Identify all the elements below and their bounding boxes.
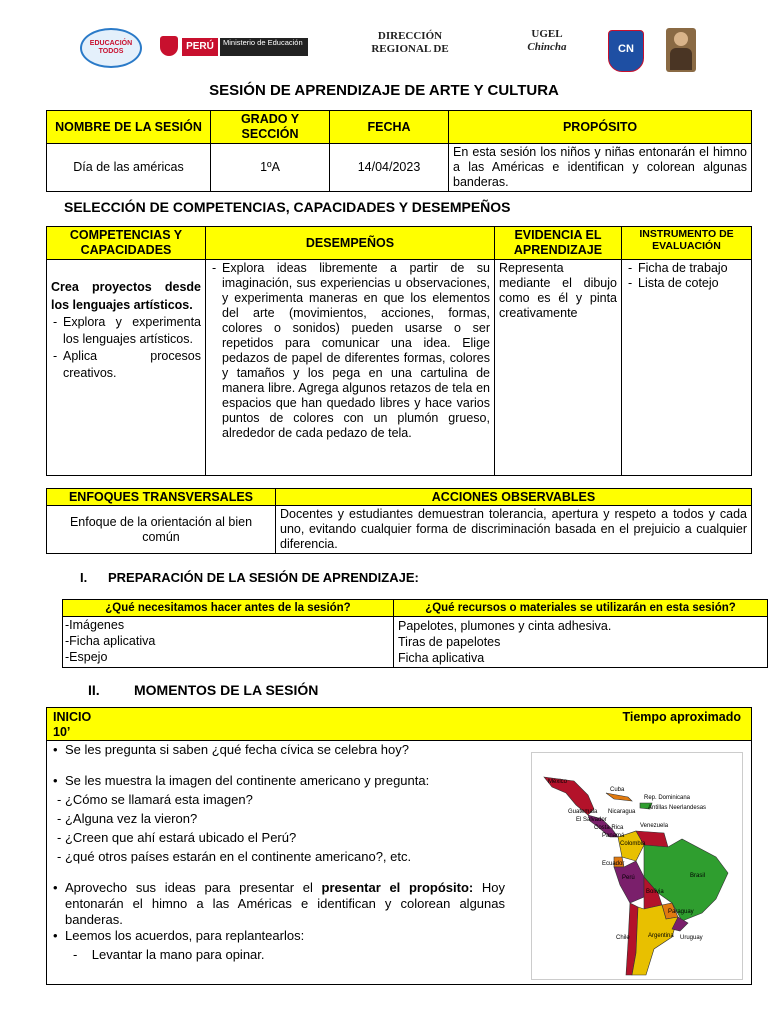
- header-grado: GRADO Y SECCIÓN: [211, 111, 330, 144]
- inicio-time: 10’: [53, 725, 71, 739]
- instrumento-cell: [622, 260, 752, 476]
- map-cuba: [606, 793, 632, 801]
- map-label: Venezuela: [640, 823, 669, 829]
- recurso-item: Papelotes, plumones y cinta adhesiva.: [398, 619, 612, 633]
- competencia-cell: [47, 260, 206, 476]
- map-label: Guatemala: [568, 809, 598, 815]
- header-recursos: ¿Qué recursos o materiales se utilizarán en esta sesión?: [394, 600, 768, 617]
- capacidad-item: - Explora y experimenta los lenguajes artísticos.: [63, 314, 201, 348]
- recurso-item: Ficha aplicativa: [398, 651, 485, 665]
- header-evidencia: EVIDENCIA EL APRENDIZAJE: [495, 227, 622, 260]
- map-label: Bolivia: [646, 889, 664, 895]
- peru-ministry-logo: [160, 36, 308, 58]
- map-label: Cuba: [610, 787, 625, 793]
- antes-item: -Ficha aplicativa: [65, 634, 156, 648]
- competencia-title: Crea proyectos desde los lenguajes artísticos.: [51, 280, 201, 312]
- session-info-table: [46, 110, 752, 192]
- header-acciones: ACCIONES OBSERVABLES: [276, 489, 752, 506]
- preparacion-number: I.: [80, 570, 88, 585]
- session-purpose: En esta sesión los niños y niñas entonarán el himno a las Américas e identifican y colorean algunas banderas.: [449, 144, 752, 192]
- shield-icon: [160, 36, 178, 56]
- desempeno-cell: [206, 260, 495, 476]
- header-nombre: NOMBRE DE LA SESIÓN: [47, 111, 211, 144]
- inicio-content: [53, 742, 506, 963]
- school-badge: [608, 30, 644, 72]
- map-label: El Salvador: [576, 817, 607, 823]
- ugel-line1: UGEL: [531, 28, 563, 40]
- inicio-bullet-1: • Se les pregunta si saben ¿qué fecha cívica se celebra hoy?: [53, 742, 503, 758]
- header-instrumento: INSTRUMENTO DE EVALUACIÓN: [622, 227, 752, 260]
- map-svg: [532, 753, 742, 979]
- inicio-bullet-4: • Leemos los acuerdos, para replantearlos:: [53, 928, 503, 944]
- map-label: Panamá: [602, 833, 625, 839]
- capacidad-item: - Aplica procesos creativos.: [63, 348, 201, 382]
- acciones-cell: Docentes y estudiantes demuestran tolerancia, apertura y respeto a todos y cada uno, evitando cualquier forma de discriminación basada en el prejuicio a cualquier diferencia.: [276, 506, 752, 554]
- school-badge-text: CN: [618, 43, 634, 55]
- enfoques-table: [46, 488, 752, 554]
- header-competencias: COMPETENCIAS Y CAPACIDADES: [47, 227, 206, 260]
- antes-item: -Espejo: [65, 650, 108, 664]
- momentos-heading: MOMENTOS DE LA SESIÓN: [134, 682, 319, 698]
- inicio-header: [47, 708, 751, 741]
- inicio-bullet-2: • Se les muestra la imagen del continente americano y pregunta:: [53, 773, 503, 789]
- direccion-regional: [360, 30, 460, 56]
- momentos-number: II.: [88, 682, 100, 698]
- evidencia-cell: Representa mediante el dibujo como es él y pinta creativamente: [495, 260, 622, 476]
- education-logo-text: EDUCACIÓN TODOS: [89, 40, 133, 55]
- question-item: - ¿Alguna vez la vieron?: [57, 811, 198, 826]
- page-title: SESIÓN DE APRENDIZAJE DE ARTE Y CULTURA: [209, 82, 559, 99]
- competencias-table: [46, 226, 752, 476]
- direccion-line1: DIRECCIÓN: [377, 30, 443, 42]
- header-proposito: PROPÓSITO: [449, 111, 752, 144]
- map-label: Uruguay: [680, 935, 703, 941]
- map-label: Argentina: [648, 933, 674, 939]
- tiempo-label: Tiempo aproximado: [622, 710, 741, 724]
- inicio-bullet-3: • Aprovecho sus ideas para presentar el presentar el propósito: Hoy entonarán el himno a las Américas e identifican y colorean algunas banderas.: [53, 880, 505, 928]
- peru-label: PERÚ: [182, 38, 218, 56]
- map-label: Rep. Dominicana: [644, 795, 691, 801]
- ugel-line2: Chincha: [527, 41, 567, 53]
- map-label: Antillas Neerlandesas: [648, 805, 707, 811]
- preparacion-heading: PREPARACIÓN DE LA SESIÓN DE APRENDIZAJE:: [108, 570, 419, 585]
- americas-map: [531, 752, 743, 980]
- header-enfoques: ENFOQUES TRANSVERSALES: [47, 489, 276, 506]
- header-fecha: FECHA: [330, 111, 449, 144]
- saint-portrait: [666, 28, 696, 72]
- direccion-line2: REGIONAL DE: [371, 43, 449, 55]
- inicio-label: INICIO: [53, 710, 92, 724]
- antes-cell: [63, 617, 394, 668]
- instrumento-item: - Ficha de trabajo: [638, 261, 747, 276]
- map-label: Brasil: [690, 873, 706, 879]
- recurso-item: Tiras de papelotes: [398, 635, 501, 649]
- recursos-cell: [394, 617, 768, 668]
- map-peru: [614, 861, 644, 903]
- question-item: - ¿Cómo se llamará esta imagen?: [57, 792, 253, 807]
- enfoque-cell: Enfoque de la orientación al bien común: [47, 506, 276, 554]
- competencias-heading: SELECCIÓN DE COMPETENCIAS, CAPACIDADES Y DESEMPEÑOS: [64, 199, 511, 215]
- antes-item: -Imágenes: [65, 618, 125, 632]
- inicio-box: [46, 707, 752, 985]
- map-label: Chile: [616, 935, 630, 941]
- map-label: Costa Rica: [594, 825, 624, 831]
- header-desempenos: DESEMPEÑOS: [206, 227, 495, 260]
- map-label: México: [548, 779, 568, 785]
- session-grade: 1ºA: [211, 144, 330, 192]
- header-antes: ¿Qué necesitamos hacer antes de la sesión?: [63, 600, 394, 617]
- acuerdo-item: - Levantar la mano para opinar.: [73, 947, 265, 962]
- session-name: Día de las américas: [47, 144, 211, 192]
- header: [0, 20, 768, 70]
- map-label: Ecuador: [602, 861, 625, 867]
- education-logo: [80, 28, 142, 68]
- preparacion-table: [62, 599, 768, 668]
- desempeno-text: - Explora ideas libremente a partir de su imaginación, sus experiencias u observaciones, y experimenta maneras en que los elementos del arte (movimientos, acciones, formas, colores o sonidos) pueden usarse o ser repetidos para comunicar una idea. Elige pedazos de papel de diferentes formas, colores y tamaños y los pega en una cartulina de manera libre. Agrega algunos retazos de tela en espacios que han quedado libres y hace varios puntos de colores con un plumón grueso, alrededor de cada pedazo de tela.: [222, 261, 490, 441]
- map-label: Nicaragua: [608, 809, 636, 815]
- proposito-emphasis: presentar el propósito:: [321, 880, 474, 895]
- map-label: Perú: [622, 875, 635, 881]
- instrumento-item: - Lista de cotejo: [638, 276, 747, 291]
- question-item: - ¿qué otros países estarán en el continente americano?, etc.: [57, 849, 412, 864]
- session-date: 14/04/2023: [330, 144, 449, 192]
- ministry-label: Ministerio de Educación: [220, 38, 308, 56]
- map-label: Colombia: [620, 841, 646, 847]
- ugel: [515, 28, 579, 54]
- map-label: Paraguay: [668, 909, 694, 915]
- question-item: - ¿Creen que ahí estará ubicado el Perú?: [57, 830, 297, 845]
